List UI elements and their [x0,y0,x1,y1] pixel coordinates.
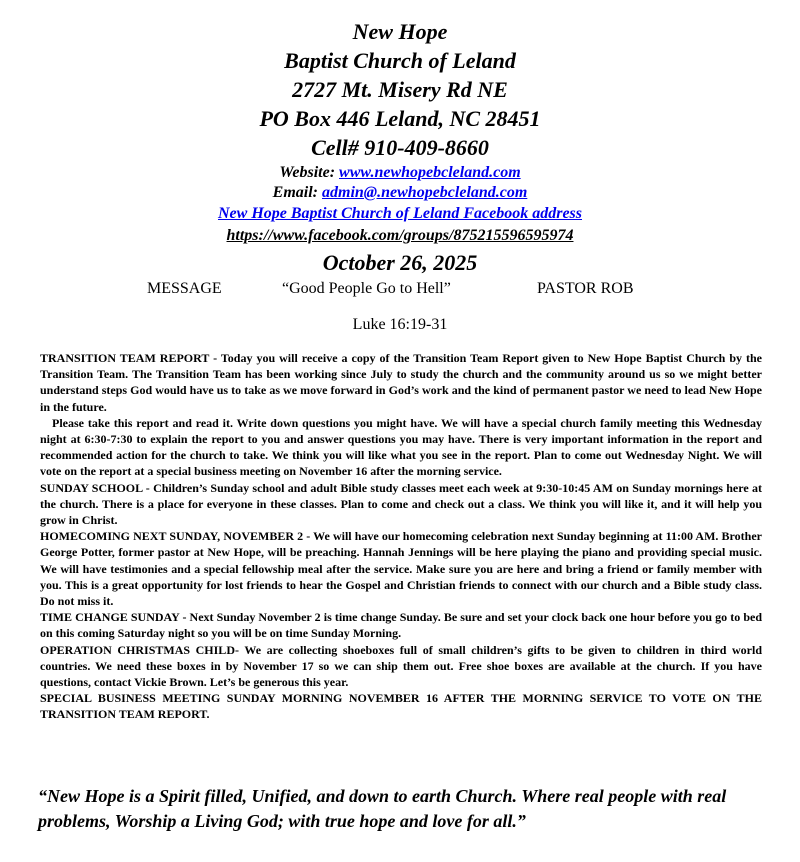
announcement-transition-report: TRANSITION TEAM REPORT - Today you will receive a copy of the Transition Team Report given to New Hope Baptist Church by the Transition Team. The Transition Team has been working since July to study the church and the community around us so we might better understand steps God would have us to take as we move forward in God’s work and the kind of permanent pastor we need to lead New Hope in the future. [40,351,762,414]
website-link[interactable]: www.newhopebcleland.com [339,164,521,181]
announcement-special-business-meeting: SPECIAL BUSINESS MEETING SUNDAY MORNING NOVEMBER 16 AFTER THE MORNING SERVICE TO VOTE ON THE TRANSITION TEAM REPORT. [40,691,762,722]
cell-phone: Cell# 910-409-8660 [311,135,489,160]
email-label: Email: [272,184,323,201]
email-line [0,183,800,203]
church-motto: “New Hope is a Spirit filled, Unified, and down to earth Church. Where real people with real problems, Worship a Living God; with true hope and love for all.” [38,786,727,831]
announcements [40,350,762,723]
email-link[interactable]: admin@.newhopebcleland.com [322,184,528,201]
message-label: MESSAGE [147,280,222,297]
message-pastor: PASTOR ROB [537,280,634,297]
announcement-homecoming: HOMECOMING NEXT SUNDAY, NOVEMBER 2 - We will have our homecoming celebration next Sunday beginning at 11:00 AM. Brother George Potter, former pastor at New Hope, will be preaching. Hannah Jennings will be here playing the piano and providing special music. We will have testimonies and a special fellowship meal after the service. Make sure you are here and bring a friend or family member with you. This is a great opportunity for lost friends to hear the Gospel and Christian friends to connect with our church and a Bible study class. Do not miss it. [40,529,762,609]
street-address: 2727 Mt. Misery Rd NE [292,77,508,102]
church-name-line1: New Hope [352,19,448,44]
facebook-url-link[interactable]: https://www.facebook.com/groups/875215596595974 [226,227,574,244]
announcement-sunday-school: SUNDAY SCHOOL - Children’s Sunday school and adult Bible study classes meet each week at 9:30-10:45 AM on Sunday mornings here at the church. There is a place for everyone in these classes. Plan to come and check out a class. We think you will like it, and it will help you grow in Christ. [40,480,762,528]
church-name-line2: Baptist Church of Leland [284,48,516,73]
message-row [0,278,800,300]
scripture-reference: Luke 16:19-31 [352,316,448,333]
facebook-url-line [0,226,800,246]
bulletin-date: October 26, 2025 [322,250,478,275]
announcement-transition-details: Please take this report and read it. Write down questions you might have. We will have a special church family meeting this Wednesday night at 6:30-7:30 to explain the report to you and answer questions you may have. There is very important information in the report and recommended action for the church to take. We think you will like what you see in the report. Plan to come out Wednesday Night. We will vote on the report at a special business meeting on November 16 after the morning service. [40,415,762,479]
announcement-operation-christmas-child: OPERATION CHRISTMAS CHILD- We are collecting shoeboxes full of small children’s gifts to be given to children in third world countries. We need these boxes in by November 17 so we can ship them out. Free shoe boxes are available at the church. If you have questions, contact Vickie Brown. Let’s be generous this year. [40,642,762,690]
mailing-address: PO Box 446 Leland, NC 28451 [259,106,541,131]
website-label: Website: [279,164,340,181]
announcement-time-change: TIME CHANGE SUNDAY - Next Sunday November 2 is time change Sunday. Be sure and set your clock back one hour before you go to bed on this coming Saturday night so you will be on time Sunday Morning. [40,610,762,641]
website-line [0,163,800,183]
message-title: “Good People Go to Hell” [282,280,451,297]
facebook-label-link[interactable]: New Hope Baptist Church of Leland Facebook address [217,205,582,222]
facebook-line [0,204,800,224]
